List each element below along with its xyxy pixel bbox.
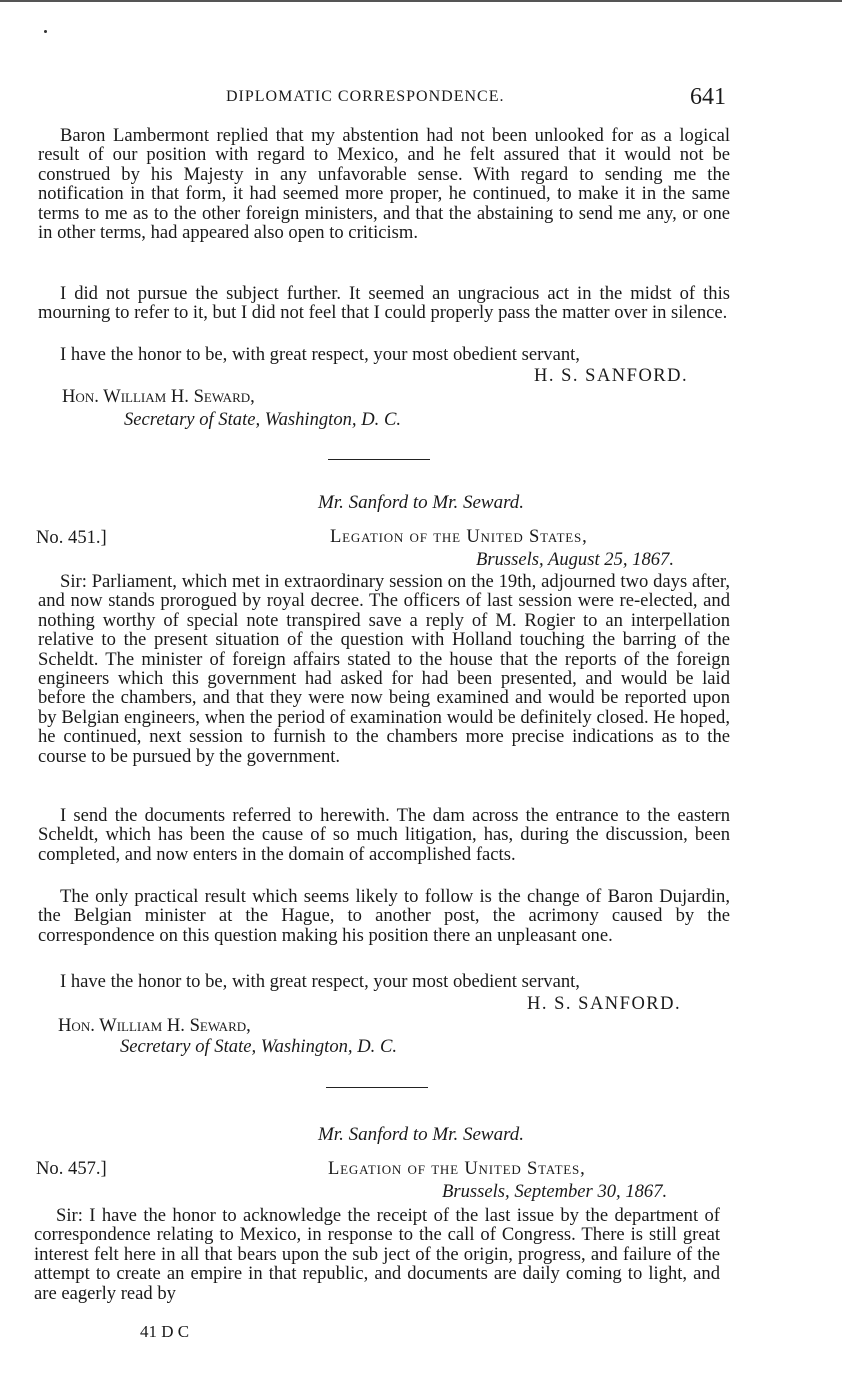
running-head: DIPLOMATIC CORRESPONDENCE. bbox=[226, 88, 505, 105]
letter2-place-date: Brussels, August 25, 1867. bbox=[476, 549, 675, 570]
letter2-signature: H. S. SANFORD. bbox=[527, 994, 682, 1014]
letter2-paragraph-2: I send the documents referred to herewith. The dam across the entrance to the eastern Scheldt, which has been the cause of so much litigation, has, during the discussion, been completed, and now enters in the domain of accomplished facts. bbox=[38, 805, 730, 865]
page-header bbox=[0, 84, 842, 114]
ink-speck bbox=[44, 30, 47, 33]
letter1-paragraph-2: I did not pursue the subject further. It seemed an ungracious act in the midst of this mourning to refer to it, but I did not feel that I could properly pass the matter over in silence. bbox=[38, 283, 730, 324]
letter3-legation: Legation of the United States, bbox=[328, 1158, 586, 1179]
section-divider bbox=[326, 1087, 428, 1088]
letter2-paragraph-1: Sir: Parliament, which met in extraordinary session on the 19th, adjourned two days after, and now stands prorogued by royal decree. The officers of last session were re-elected, and nothing worthy of special note transpired save a reply of M. Rogier to an interpellation relative to the present situation of the question with Holland touching the barring of the Scheldt. The minister of foreign affairs stated to the house that the reports of the foreign engineers which this government had asked for had been presented, and would be laid before the chambers, and that they were now being examined and would be reported upon by Belgian engineers, when the period of examination would be definitely closed. He hoped, he continued, next session to furnish to the chambers more precise indications as to the course to be pursued by the government. bbox=[38, 571, 730, 767]
letter1-paragraph-1: Baron Lambermont replied that my abstention had not been unlooked for as a logical result of our position with regard to Mexico, and he felt assured that it would not be construed by his Majesty in any unfavorable sense. With regard to sending me the notification in that form, it had seemed more proper, he continued, to make it in the same terms to me as to the other foreign ministers, and that the abstaining to send me any, or one in other terms, had appeared also open to criticism. bbox=[38, 125, 730, 244]
letter2-closing: I have the honor to be, with great respect, your most obedient servant, bbox=[60, 971, 580, 992]
letter2-paragraph-3: The only practical result which seems likely to follow is the change of Baron Dujardin, the Belgian minister at the Hague, to another post, the acrimony caused by the correspondence on this question making his position there an unpleasant one. bbox=[38, 886, 730, 946]
letter2-number: No. 451.] bbox=[36, 527, 107, 548]
top-border bbox=[0, 0, 842, 2]
letter2-addressee-title: Secretary of State, Washington, D. C. bbox=[120, 1036, 397, 1057]
letter3-place-date: Brussels, September 30, 1867. bbox=[442, 1181, 668, 1202]
letter2-legation: Legation of the United States, bbox=[330, 526, 588, 547]
letter2-heading: Mr. Sanford to Mr. Seward. bbox=[317, 492, 525, 513]
letter3-paragraph-1: Sir: I have the honor to acknowledge the receipt of the last issue by the department of correspondence relating to Mexico, in response to the call of Congress. There is still great interest felt here in all that bears upon the sub ject of the origin, progress, and failure of the attempt to create an empire in that republic, and documents are daily coming to light, and are eagerly read by bbox=[34, 1205, 720, 1304]
letter2-addressee-name: Hon. William H. Seward, bbox=[58, 1015, 251, 1036]
letter1-signature: H. S. SANFORD. bbox=[534, 366, 689, 386]
page-number: 641 bbox=[690, 84, 726, 110]
letter1-addressee-title: Secretary of State, Washington, D. C. bbox=[124, 409, 401, 430]
letter3-number: No. 457.] bbox=[36, 1158, 107, 1179]
signature-mark: 41 D C bbox=[140, 1322, 190, 1341]
letter1-closing: I have the honor to be, with great respect, your most obedient servant, bbox=[60, 344, 580, 365]
letter1-addressee-name: Hon. William H. Seward, bbox=[62, 386, 255, 407]
letter3-heading: Mr. Sanford to Mr. Seward. bbox=[317, 1124, 525, 1145]
section-divider bbox=[328, 459, 430, 460]
